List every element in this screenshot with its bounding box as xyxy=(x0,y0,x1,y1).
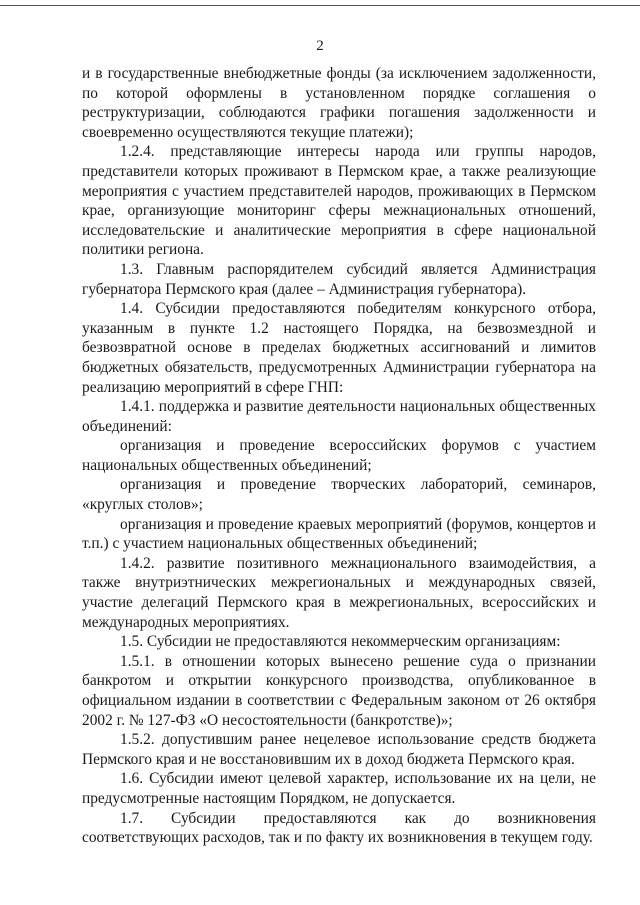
paragraph-1-5: 1.5. Субсидии не предоставляются некоммерческим организациям: xyxy=(120,633,561,651)
paragraph-1-2-4: 1.2.4. представляющие интересы народа или группы народов, представители которых проживают в Пермском крае, а также реализующие мероприятия с участием представителей народов, проживающих в Пермском крае, организующие мониторинг сферы межнациональных отношений, исследовательские и аналитические мероприятия в сфере национальной политики региона. xyxy=(82,143,596,259)
paragraph-1-6: 1.6. Субсидии имеют целевой характер, использование их на цели, не предусмотренные настоящим Порядком, не допускается. xyxy=(82,770,596,807)
paragraph-1-7: 1.7. Субсидии предоставляются как до возникновения соответствующих расходов, так и по факту их возникновения в текущем году. xyxy=(82,809,596,847)
paragraph-1-5-1: 1.5.1. в отношении которых вынесено решение суда о признании банкротом и открытии конкурсного производства, опубликованное в официальном издании в соответствии с Федеральным законом от 26 октября 2002 г. № 127-ФЗ «О несостоятельности (банкротстве)»; xyxy=(82,652,596,729)
paragraph-forums: организация и проведение всероссийских форумов с участием национальных общественных объединений; xyxy=(82,437,596,474)
top-border-line xyxy=(0,5,640,6)
paragraph-regional-events: организация и проведение краевых мероприятий (форумов, концертов и т.п.) с участием национальных общественных объединений; xyxy=(82,515,596,553)
page-number: 2 xyxy=(316,38,324,54)
paragraph-1-3: 1.3. Главным распорядителем субсидий является Администрация губернатора Пермского края (далее – Администрация губернатора). xyxy=(82,260,596,298)
paragraph-1-5-2: 1.5.2. допустившим ранее нецелевое использование средств бюджета Пермского края и не восстановившим их в доход бюджета Пермского края. xyxy=(82,731,596,768)
paragraph-1-4-1: 1.4.1. поддержка и развитие деятельности национальных общественных объединений: xyxy=(82,398,596,435)
paragraph-1-4-2: 1.4.2. развитие позитивного межнационального взаимодействия, а также внутриэтнических межрегиональных и международных связей, участие делегаций Пермского края в межрегиональных, всероссийских и международных мероприятиях. xyxy=(82,554,596,631)
document-body xyxy=(82,64,596,848)
paragraph-debt-continuation: и в государственные внебюджетные фонды (за исключением задолженности, по которой оформлены в установленном порядке соглашения о реструктуризации, соблюдаются графики погашения задолженности и своевременно осуществляются текущие платежи); xyxy=(82,65,596,141)
paragraph-workshops: организация и проведение творческих лабораторий, семинаров, «круглых столов»; xyxy=(82,476,596,514)
paragraph-1-4: 1.4. Субсидии предоставляются победителям конкурсного отбора, указанным в пункте 1.2 настоящего Порядка, на безвозмездной и безвозвратной основе в пределах бюджетных ассигнований и лимитов бюджетных обязательств, предусмотренных Администрации губернатора на реализацию мероприятий в сфере ГНП: xyxy=(82,300,596,396)
